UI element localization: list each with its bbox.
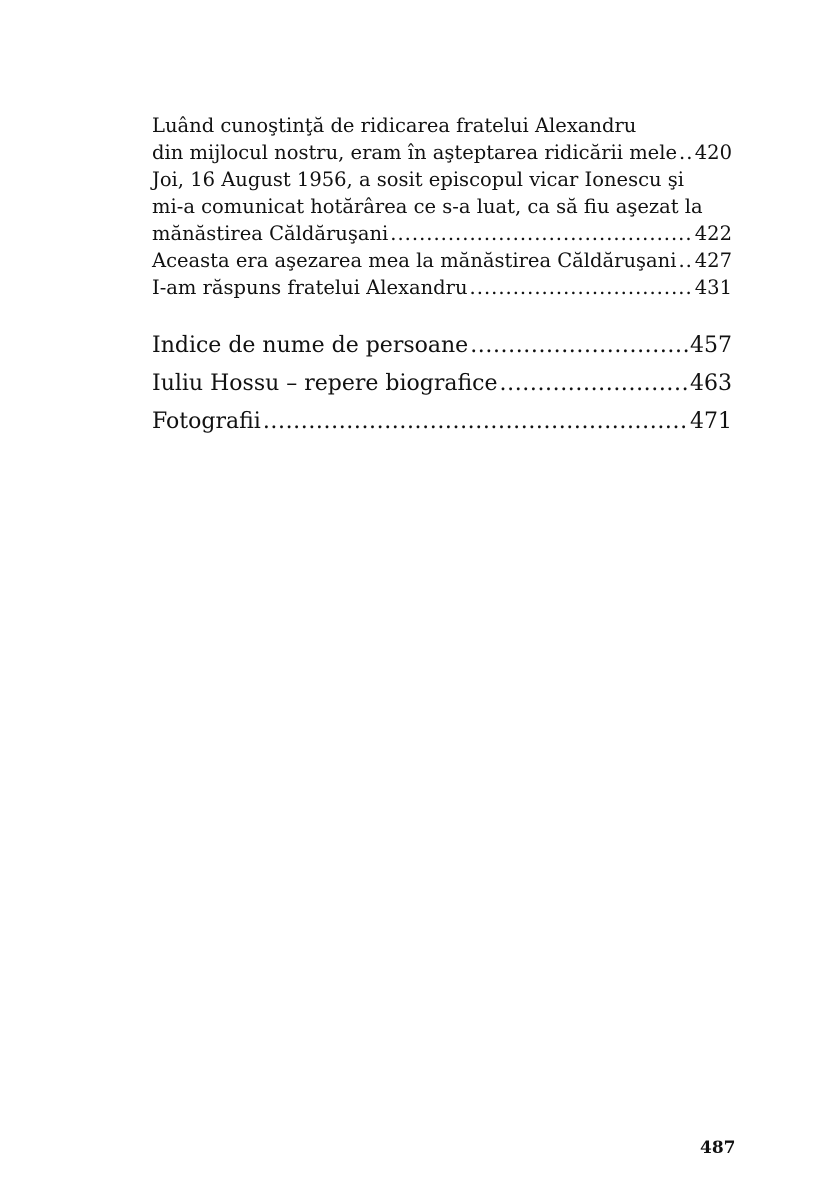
toc-page-number: 463 — [690, 371, 732, 396]
toc-section-indice[interactable] — [152, 327, 732, 365]
toc-entry-text: Joi, 16 August 1956, a sosit episcopul vicar Ionescu şi — [152, 168, 684, 191]
toc-entry-asezarea-caldarusani[interactable] — [152, 247, 732, 274]
dot-leader — [679, 139, 693, 166]
toc-entry-text: Luând cunoştinţă de ridicarea fratelui Alexandru — [152, 114, 637, 137]
toc-section-title: Indice de nume de persoane — [152, 333, 469, 358]
dot-leader — [470, 327, 688, 365]
toc-entry-text: mi-a comunicat hotărârea ce s-a luat, ca să fiu aşezat la — [152, 195, 703, 218]
dot-leader — [390, 220, 692, 247]
dot-leader — [500, 365, 688, 403]
dot-leader — [263, 403, 688, 441]
toc-page-number: 427 — [694, 249, 732, 272]
toc-entry-last-line — [152, 247, 732, 274]
toc-page-number: 422 — [694, 222, 732, 245]
toc-section-title: Iuliu Hossu – repere biografice — [152, 371, 498, 396]
section-spacer — [152, 301, 732, 327]
dot-leader — [470, 274, 693, 301]
toc-section-line — [152, 403, 732, 441]
toc-section-fotografii[interactable] — [152, 403, 732, 441]
toc-page-number: 431 — [694, 276, 732, 299]
toc-entry-last-line — [152, 274, 732, 301]
toc-entry-text: Aceasta era aşezarea mea la mănăstirea Căldăruşani — [152, 249, 677, 272]
table-of-contents — [152, 112, 732, 441]
toc-section-line — [152, 327, 732, 365]
toc-page-number: 471 — [690, 409, 732, 434]
toc-section-line — [152, 365, 732, 403]
toc-entry-episcopul-vicar[interactable] — [152, 166, 732, 247]
toc-entry-text: din mijlocul nostru, eram în aşteptarea ridicării mele — [152, 141, 677, 164]
toc-entry-text: mănăstirea Căldăruşani — [152, 222, 389, 245]
toc-entry-last-line — [152, 220, 732, 247]
footer-page-number: 487 — [700, 1138, 736, 1158]
toc-entry-last-line — [152, 139, 732, 166]
toc-section-title: Fotografii — [152, 409, 261, 434]
toc-page-number: 457 — [690, 333, 732, 358]
toc-entry-ridicarea-fratelui[interactable] — [152, 112, 732, 166]
toc-entry-text: I-am răspuns fratelui Alexandru — [152, 276, 468, 299]
dot-leader — [678, 247, 692, 274]
toc-entry-raspuns-fratelui[interactable] — [152, 274, 732, 301]
toc-page-number: 420 — [694, 141, 732, 164]
toc-section-repere-biografice[interactable] — [152, 365, 732, 403]
